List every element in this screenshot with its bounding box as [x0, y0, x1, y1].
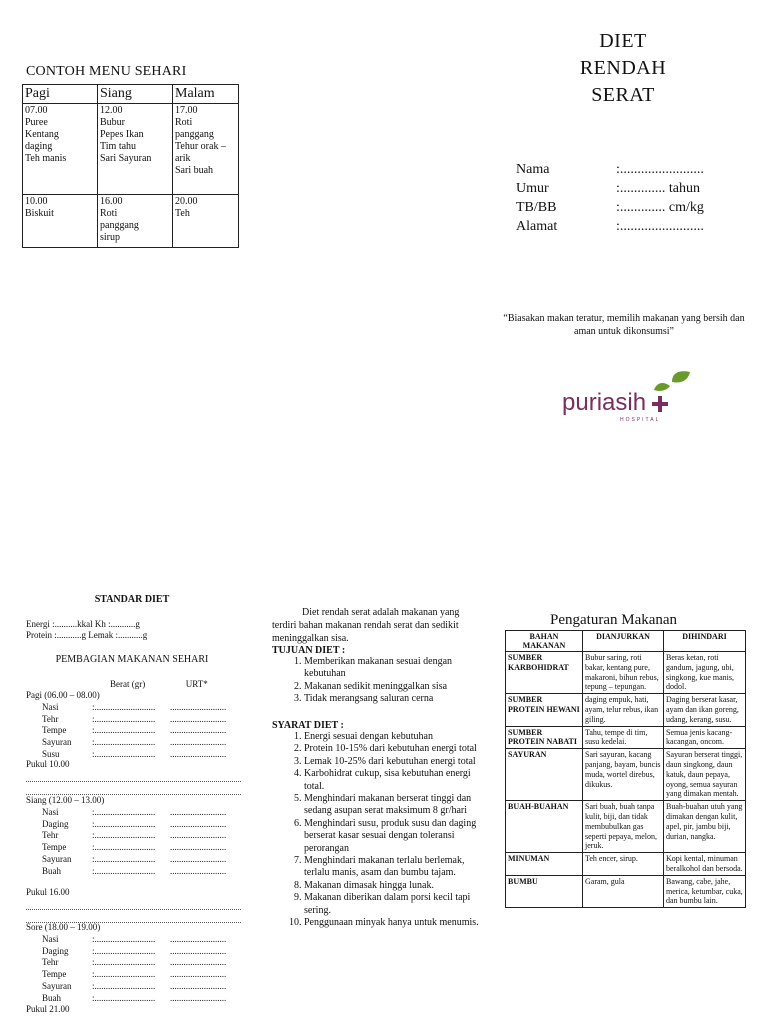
field-blank: :........................: [616, 219, 704, 234]
food-recommended: daging empuk, hati, ayam, telur rebus, ikan giling.: [583, 694, 664, 726]
food-recommended: Garam, gula: [583, 875, 664, 907]
food-name: Buah: [42, 865, 61, 876]
menu-header-siang: Siang: [98, 85, 173, 104]
menu-cell-line: 07.00: [25, 105, 48, 116]
food-name: Nasi: [42, 701, 59, 712]
field-tb-bb: [516, 198, 704, 217]
food-avoided: Semua jenis kacang-kacangan, oncom.: [664, 726, 746, 749]
menu-cell-line: sirup: [100, 232, 120, 243]
food-name: Daging: [42, 818, 69, 829]
food-category: SUMBER KARBOHIDRAT: [506, 652, 583, 694]
weight-blank: :...........................: [92, 865, 156, 876]
meal-food-row: [26, 842, 241, 854]
weight-blank: :...........................: [92, 701, 156, 712]
menu-cell-line: 12.00: [100, 105, 123, 116]
requirement-item: 6. Menghindari susu, produk susu dan daging berserat kasar sesuai dengan toleransi perorangan: [304, 818, 487, 855]
weight-blank: :...........................: [92, 737, 156, 748]
hospital-logo: [560, 368, 700, 426]
food-recommended: Sari buah, buah tanpa kulit, biji, dan tidak membubulkan gas seperti pepaya, melon, jeruk.: [583, 801, 664, 853]
menu-header-malam: Malam: [173, 85, 239, 104]
weight-blank: :...........................: [92, 945, 156, 956]
goal-title: TUJUAN DIET :: [272, 645, 346, 656]
urt-blank: .........................: [170, 992, 227, 1003]
food-avoided: Beras ketan, roti gandum, jagung, ubi, singkong, kue manis, dodol.: [664, 652, 746, 694]
menu-cell: [98, 195, 173, 248]
weight-blank: :...........................: [92, 992, 156, 1003]
menu-cell-line: Sari buah: [175, 165, 214, 176]
urt-blank: .........................: [170, 737, 227, 748]
urt-blank: .........................: [170, 830, 227, 841]
urt-blank: .........................: [170, 842, 227, 853]
food-avoided: Bawang, cabe, jahe, merica, ketumbar, cuka, dan bumbu lain.: [664, 875, 746, 907]
field-umur: [516, 179, 704, 198]
meal-label: Pukul 10.00: [26, 759, 70, 769]
food-name: Nasi: [42, 806, 59, 817]
meal-food-row: [26, 981, 241, 993]
meal-division-title: PEMBAGIAN MAKANAN SEHARI: [55, 654, 209, 665]
field-label: Nama: [516, 162, 550, 177]
meal-food-row: [26, 934, 241, 946]
logo-subtext: HOSPITAL: [620, 417, 661, 423]
diet-requirements: [272, 720, 487, 930]
meal-food-row: [26, 714, 241, 726]
cover-title-line: SERAT: [591, 84, 655, 106]
protein-line: Protein :...........g Lemak :...........g: [26, 630, 148, 640]
food-body: [506, 652, 746, 908]
goal-item: 3. Tidak merangsang saluran cerna: [304, 693, 487, 705]
requirement-item: 1. Energi sesuai dengan kebutuhan: [304, 731, 487, 743]
meal-food-row: [26, 946, 241, 958]
weight-blank: :...........................: [92, 969, 156, 980]
food-header-bahan: BAHAN MAKANAN: [506, 631, 583, 652]
patient-identity-form: [516, 160, 704, 236]
weight-blank: :...........................: [92, 806, 156, 817]
food-category: SAYURAN: [506, 749, 583, 801]
weight-blank: :...........................: [92, 957, 156, 968]
menu-table: [22, 84, 239, 248]
food-name: Sayuran: [42, 737, 72, 748]
meal-food-row: [26, 807, 241, 819]
food-row: [506, 652, 746, 694]
urt-blank: .........................: [170, 818, 227, 829]
meal-label: Pukul 21.00: [26, 1004, 70, 1014]
menu-row: [23, 195, 239, 248]
weight-blank: :...........................: [92, 842, 156, 853]
requirement-item: 9. Makanan diberikan dalam porsi kecil tapi sering.: [304, 892, 487, 917]
meal-block: [26, 795, 241, 878]
menu-cell-line: panggang: [100, 220, 139, 231]
urt-blank: .........................: [170, 980, 227, 991]
meal-food-row: [26, 819, 241, 831]
intro-paragraph: Diet rendah serat adalah makanan yang terdiri bahan makanan rendah serat dan sedikit meninggalkan sisa.: [272, 607, 460, 644]
food-avoided: Sayuran berserat tinggi, daun singkong, daun katuk, daun pepaya, oyong, semua sayuran yang dimakan mentah.: [664, 749, 746, 801]
menu-cell-line: Teh manis: [25, 153, 67, 164]
meal-block: [26, 922, 241, 1005]
field-blank: :........................: [616, 162, 704, 177]
food-category: SUMBER PROTEIN HEWANI: [506, 694, 583, 726]
meal-food-row: [26, 969, 241, 981]
food-table-title: Pengaturan Makanan: [550, 612, 678, 628]
food-recommended: Sari sayuran, kacang panjang, bayam, buncis muda, wortel direbus, dikukus.: [583, 749, 664, 801]
menu-cell-line: Tim tahu: [100, 141, 137, 152]
field-blank: :............. cm/kg: [616, 200, 704, 215]
menu-cell: [98, 104, 173, 195]
food-row: [506, 801, 746, 853]
meal-food-row: [26, 830, 241, 842]
logo-wordmark: puriasih: [562, 389, 647, 416]
urt-blank: .........................: [170, 865, 227, 876]
food-recommended: Bubur saring, roti bakar, kentang pure, makaroni, bihun rebus, tepung – tepungan.: [583, 652, 664, 694]
requirement-item: 7. Menghindari makanan terlalu berlemak, terlalu manis, asam dan bumbu tajam.: [304, 855, 487, 880]
snack-blank-line: [26, 899, 241, 910]
food-row: [506, 749, 746, 801]
menu-cell-line: 17.00: [175, 105, 198, 116]
food-table: [505, 630, 746, 908]
leaf-plus-icon: [560, 368, 700, 426]
food-row: [506, 694, 746, 726]
field-label: TB/BB: [516, 200, 557, 215]
col-urt: URT*: [185, 679, 208, 689]
cover-title-line: DIET: [599, 30, 647, 52]
food-name: Tempe: [42, 725, 67, 736]
food-header-dihindari: DIHINDARI: [664, 631, 746, 652]
requirement-item: 2. Protein 10-15% dari kebutuhan energi total: [304, 743, 487, 755]
quote: “Biasakan makan teratur, memilih makanan yang bersih dan aman untuk dikonsumsi”: [503, 313, 745, 337]
weight-blank: :...........................: [92, 933, 156, 944]
requirement-item: 8. Makanan dimasak hingga lunak.: [304, 880, 487, 892]
meal-food-row: [26, 725, 241, 737]
food-name: Sayuran: [42, 980, 72, 991]
energy-line: Energi :..........kkal Kh :...........g: [26, 619, 140, 629]
weight-blank: :...........................: [92, 748, 156, 759]
meal-food-row: [26, 866, 241, 878]
menu-cell-line: 16.00: [100, 196, 123, 207]
food-name: Susu: [42, 748, 60, 759]
requirement-title: SYARAT DIET :: [272, 720, 344, 731]
field-alamat: [516, 217, 704, 236]
menu-body: [23, 104, 239, 248]
meal-label: Pukul 16.00: [26, 887, 70, 897]
menu-cell-line: daging: [25, 141, 53, 152]
meal-food-row: [26, 957, 241, 969]
menu-cell: [23, 195, 98, 248]
meal-food-row: [26, 854, 241, 866]
menu-cell-line: 20.00: [175, 196, 198, 207]
meal-food-row: [26, 737, 241, 749]
urt-blank: .........................: [170, 748, 227, 759]
urt-blank: .........................: [170, 853, 227, 864]
field-nama: [516, 160, 704, 179]
food-row: [506, 726, 746, 749]
field-label: Umur: [516, 181, 549, 196]
urt-blank: .........................: [170, 957, 227, 968]
urt-blank: .........................: [170, 701, 227, 712]
snack-blank-line: [26, 771, 241, 782]
weight-blank: :...........................: [92, 725, 156, 736]
meal-block: [26, 887, 241, 925]
food-name: Sayuran: [42, 853, 72, 864]
menu-cell-line: Roti: [100, 208, 118, 219]
meal-block: [26, 759, 241, 797]
menu-cell-line: panggang: [175, 129, 214, 140]
food-avoided: Daging berserat kasar, ayam dan ikan goreng, udang, kerang, susu.: [664, 694, 746, 726]
requirement-item: 3. Lemak 10-25% dari kebutuhan energi total: [304, 756, 487, 768]
food-name: Daging: [42, 945, 69, 956]
menu-cell-line: Biskuit: [25, 208, 54, 219]
menu-cell-line: Kentang: [25, 129, 59, 140]
field-blank: :............. tahun: [616, 181, 700, 196]
meal-food-row: [26, 702, 241, 714]
col-berat: Berat (gr): [110, 679, 146, 689]
food-avoided: Buah-buahan utuh yang dimakan dengan kulit, apel, pir, jambu biji, durian, nangka.: [664, 801, 746, 853]
weight-blank: :...........................: [92, 818, 156, 829]
food-name: Tehr: [42, 957, 59, 968]
food-name: Buah: [42, 992, 61, 1003]
requirement-item: 4. Karbohidrat cukup, sisa kebutuhan energi total.: [304, 768, 487, 793]
urt-blank: .........................: [170, 933, 227, 944]
menu-cell-line: Pepes Ikan: [100, 129, 144, 140]
food-row: [506, 853, 746, 876]
food-row: [506, 875, 746, 907]
goal-item: 2. Makanan sedikit meninggalkan sisa: [304, 681, 487, 693]
food-recommended: Teh encer, sirup.: [583, 853, 664, 876]
food-category: MINUMAN: [506, 853, 583, 876]
standard-diet-title: STANDAR DIET: [94, 594, 170, 605]
menu-cell: [173, 195, 239, 248]
cover-title-line: RENDAH: [579, 57, 667, 79]
meal-block: [26, 690, 241, 761]
menu-cell-line: Roti: [175, 117, 193, 128]
menu-cell-line: Teh: [175, 208, 190, 219]
menu-cell-line: Tehur orak –: [175, 141, 226, 152]
urt-blank: .........................: [170, 806, 227, 817]
requirement-list: [272, 731, 487, 930]
weight-blank: :...........................: [92, 980, 156, 991]
food-name: Tehr: [42, 830, 59, 841]
meal-block: [26, 1004, 241, 1016]
menu-cell-line: arik: [175, 153, 191, 164]
menu-cell-line: 10.00: [25, 196, 48, 207]
snack-blank-line: [26, 784, 241, 795]
diet-goals: [272, 645, 487, 706]
goal-item: 1. Memberikan makanan sesuai dengan kebutuhan: [304, 656, 487, 681]
meal-label: Pagi (06.00 – 08.00): [26, 690, 100, 700]
urt-blank: .........................: [170, 945, 227, 956]
requirement-item: 5. Menghindari makanan berserat tinggi dan sedang asupan serat maksimum 8 gr/hari: [304, 793, 487, 818]
menu-title: CONTOH MENU SEHARI: [26, 64, 187, 79]
meal-column-headers: [110, 679, 208, 689]
weight-blank: :...........................: [92, 830, 156, 841]
meal-label: Siang (12.00 – 13.00): [26, 795, 105, 805]
menu-row: [23, 104, 239, 195]
menu-cell-line: Puree: [25, 117, 48, 128]
food-category: BUMBU: [506, 875, 583, 907]
food-name: Nasi: [42, 933, 59, 944]
menu-cell: [23, 104, 98, 195]
menu-cell-line: Sari Sayuran: [100, 153, 152, 164]
food-name: Tehr: [42, 713, 59, 724]
energy-protein-fields: [26, 619, 147, 641]
weight-blank: :...........................: [92, 853, 156, 864]
food-header-dianjurkan: DIANJURKAN: [583, 631, 664, 652]
menu-header-pagi: Pagi: [23, 85, 98, 104]
menu-cell: [173, 104, 239, 195]
urt-blank: .........................: [170, 725, 227, 736]
urt-blank: .........................: [170, 969, 227, 980]
urt-blank: .........................: [170, 713, 227, 724]
goal-list: [272, 656, 487, 706]
cover-title: [548, 28, 698, 109]
field-label: Alamat: [516, 219, 558, 234]
food-name: Tempe: [42, 969, 67, 980]
requirement-item: 10. Penggunaan minyak hanya untuk menumis.: [304, 917, 487, 929]
meal-label: Sore (18.00 – 19.00): [26, 922, 101, 932]
food-recommended: Tahu, tempe di tim, susu kedelai.: [583, 726, 664, 749]
food-avoided: Kopi kental, minuman beralkohol dan bersoda.: [664, 853, 746, 876]
weight-blank: :...........................: [92, 713, 156, 724]
meal-food-row: [26, 993, 241, 1005]
food-name: Tempe: [42, 842, 67, 853]
food-category: SUMBER PROTEIN NABATI: [506, 726, 583, 749]
food-category: BUAH-BUAHAN: [506, 801, 583, 853]
menu-cell-line: Bubur: [100, 117, 125, 128]
